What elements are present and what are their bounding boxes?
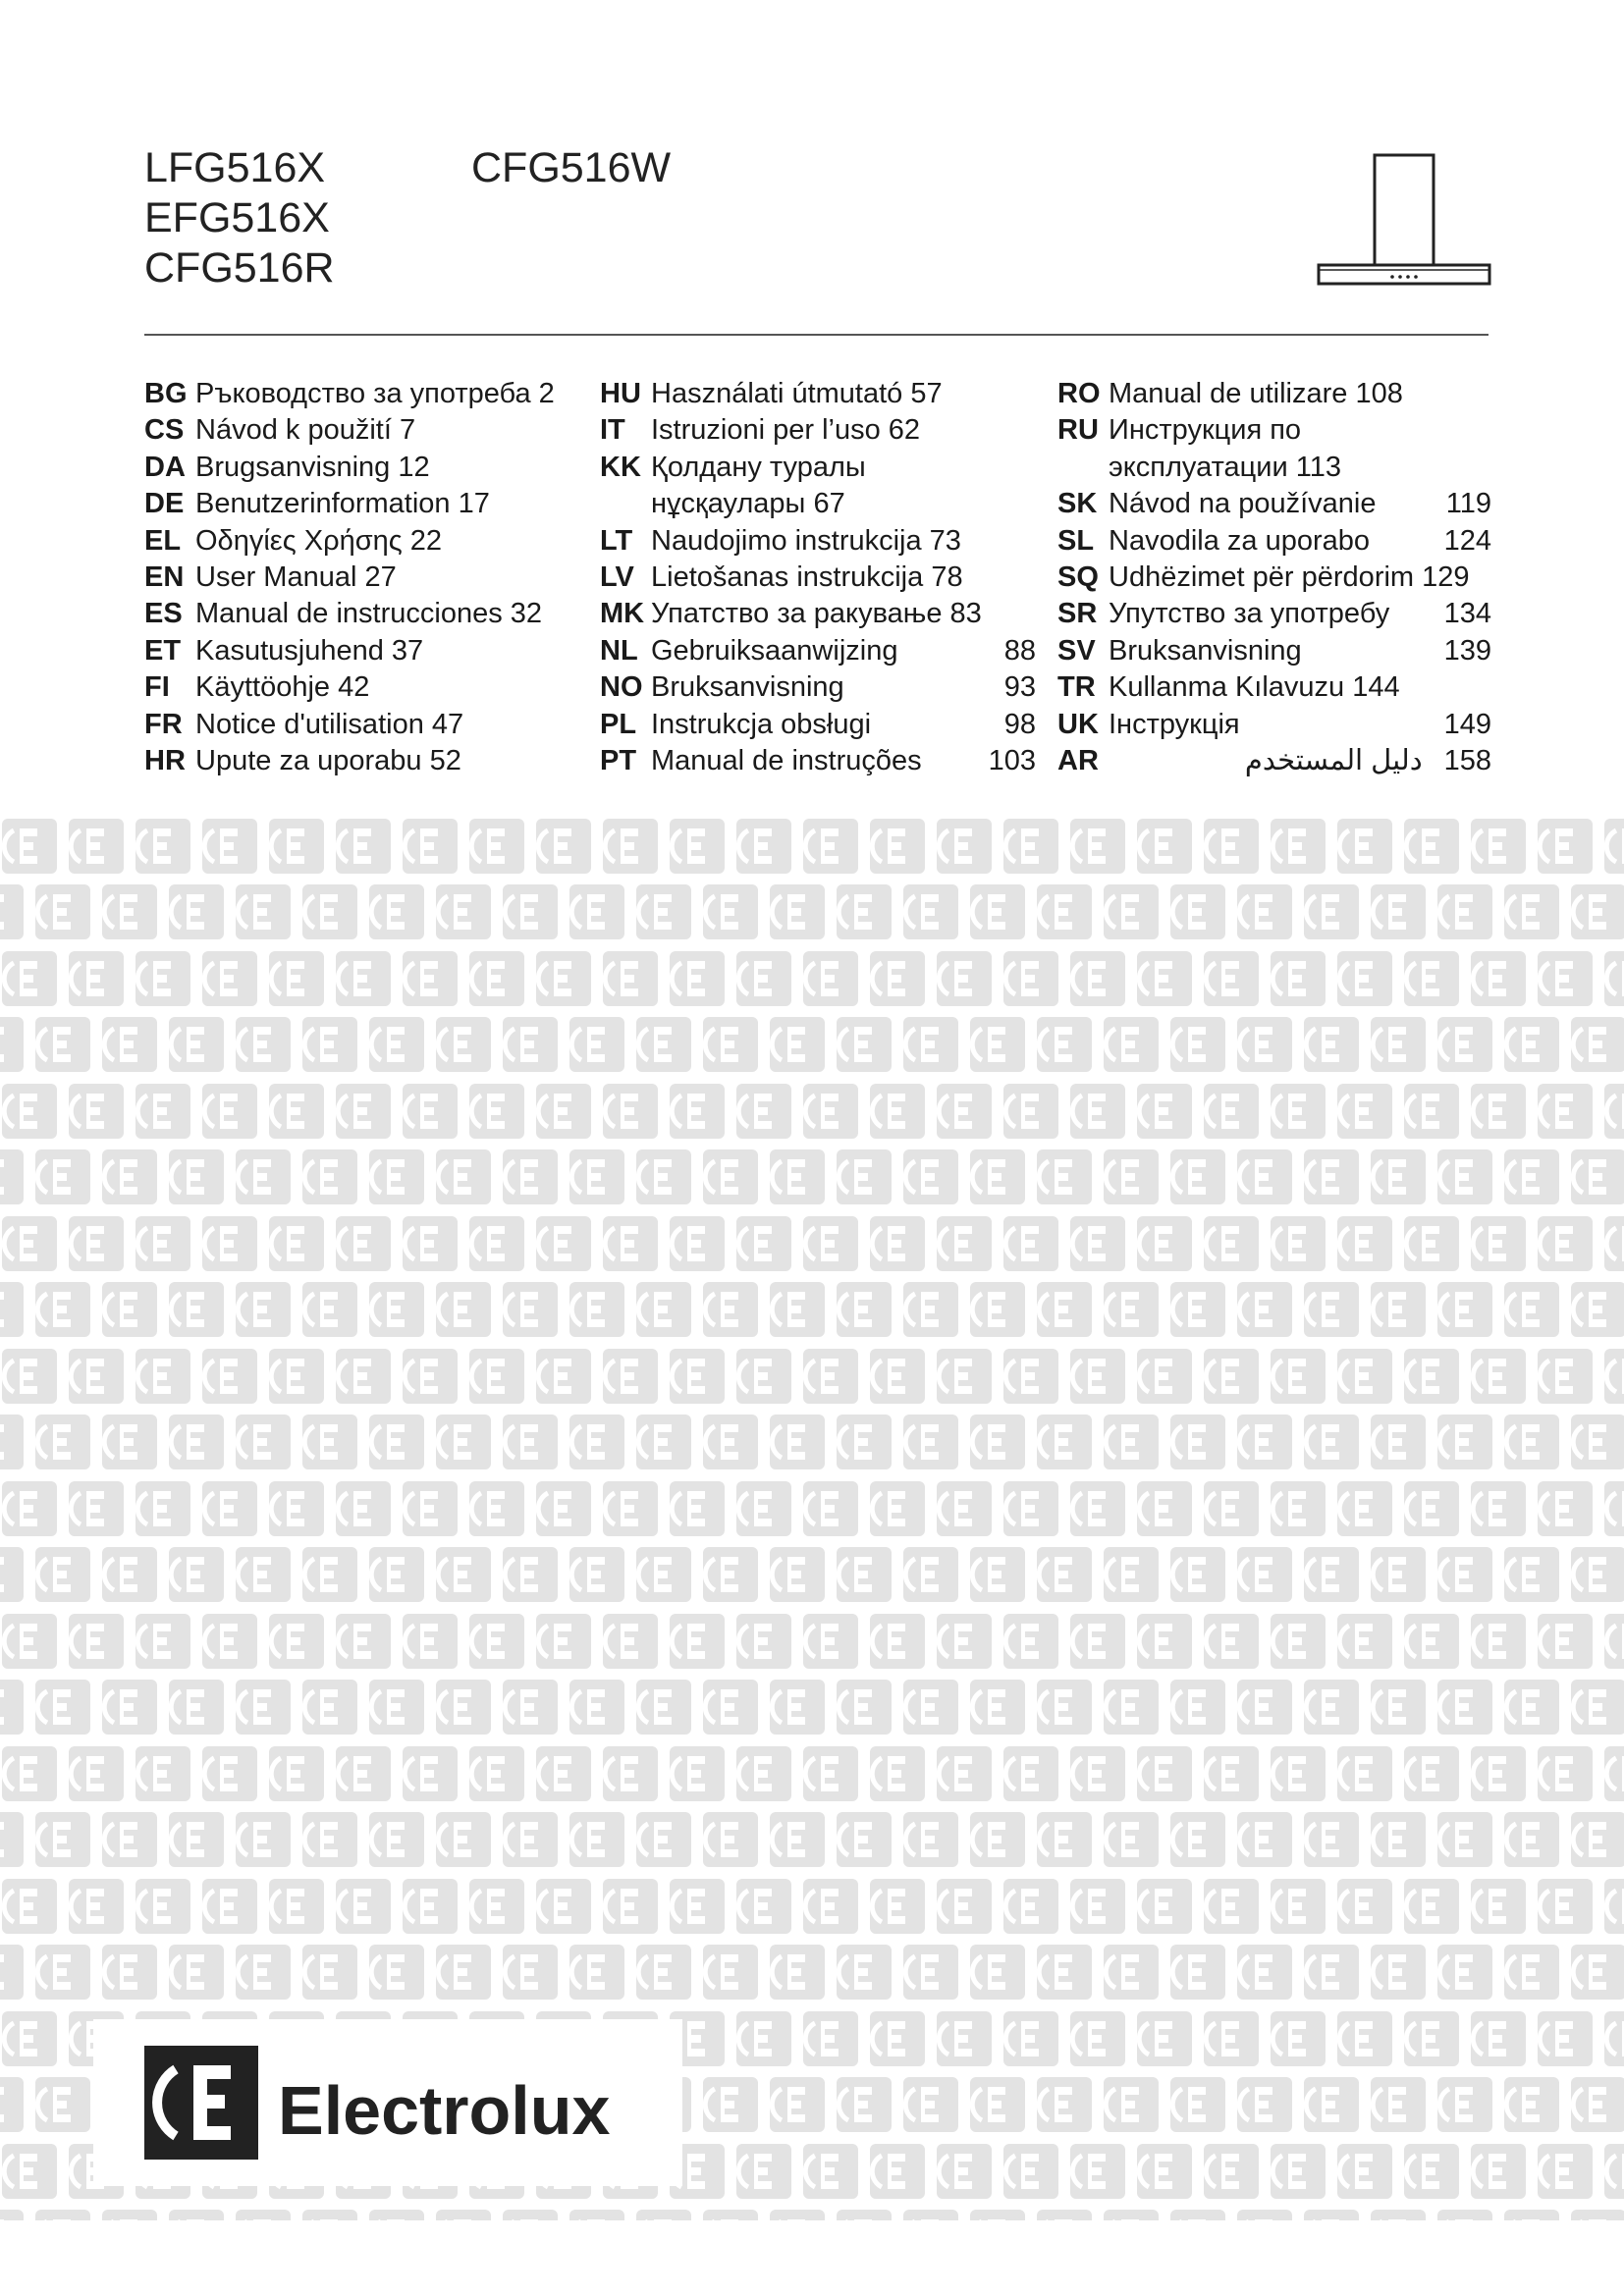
manual-entry: [1057, 412, 1491, 449]
brand-wordmark: Electrolux: [278, 2072, 611, 2149]
language-code: DA: [144, 451, 186, 483]
manual-title: Benutzerinformation 17: [195, 488, 490, 520]
language-code: HU: [600, 378, 641, 409]
language-code: EN: [144, 561, 185, 593]
manual-entry: [600, 633, 1036, 669]
manual-index-column-2: [600, 376, 1036, 779]
language-code: MK: [600, 598, 645, 630]
manual-entry: [144, 560, 576, 596]
manual-entry: [1057, 596, 1491, 632]
language-code: NO: [600, 671, 643, 704]
language-code: TR: [1057, 671, 1096, 704]
manual-entry: [144, 523, 576, 560]
manual-entry: [600, 669, 1036, 706]
manual-entry: [600, 707, 1036, 743]
manual-title: Bruksanvisning: [1109, 634, 1302, 667]
manual-entry: [1057, 376, 1491, 412]
language-code: DE: [144, 488, 185, 520]
manual-entry: [600, 450, 1036, 486]
page-number: 119: [1445, 488, 1491, 520]
language-code: SQ: [1057, 561, 1099, 593]
manual-title: Қолдану туралы: [651, 451, 866, 483]
manual-entry: [1057, 633, 1491, 669]
manual-entry: [1057, 486, 1491, 522]
cooker-hood-icon: [1316, 152, 1492, 290]
manual-entry: [600, 743, 1036, 779]
manual-title: Návod k použití 7: [195, 414, 416, 447]
manual-entry: [600, 560, 1036, 596]
manual-title: Návod na používanie: [1109, 488, 1377, 520]
manual-title: Udhëzimet për përdorim 129: [1109, 561, 1470, 593]
language-code: LV: [600, 561, 634, 593]
model-number: EFG516X: [144, 194, 330, 241]
manual-title: Notice d'utilisation 47: [195, 708, 464, 740]
manual-title: Упутство за употребу: [1109, 598, 1390, 630]
manual-entry: [144, 450, 576, 486]
manual-entry: [600, 523, 1036, 560]
manual-entry: [144, 743, 576, 779]
language-code: KK: [600, 451, 641, 483]
manual-entry: [600, 596, 1036, 632]
manual-title: Kullanma Kılavuzu 144: [1109, 671, 1400, 704]
manual-entry: [144, 376, 576, 412]
page-number: 149: [1443, 708, 1491, 740]
language-code: EL: [144, 524, 182, 557]
manual-title: Navodila za uporabo: [1109, 524, 1371, 557]
model-number: CFG516W: [471, 144, 672, 191]
page-number: 158: [1443, 744, 1491, 776]
language-code: NL: [600, 634, 638, 667]
manual-title: эксплуатации 113: [1109, 451, 1341, 483]
manual-index-column-1: [144, 376, 576, 779]
page-number: 134: [1443, 598, 1491, 630]
manual-title: Lietošanas instrukcija 78: [651, 561, 963, 593]
manual-title: Upute za uporabu 52: [195, 744, 461, 776]
manual-entry: [1057, 560, 1491, 596]
manual-title: Käyttöohje 42: [195, 671, 370, 704]
manual-entry: [144, 412, 576, 449]
manual-title: Инструкция по: [1109, 414, 1302, 447]
language-code: RO: [1057, 378, 1101, 409]
manual-entry: [144, 633, 576, 669]
page-number: 88: [1003, 634, 1036, 667]
manual-entry: [1057, 707, 1491, 743]
language-code: LT: [600, 524, 633, 557]
language-code: SL: [1057, 524, 1095, 557]
manual-title: Ръководство за употреба 2: [195, 378, 555, 409]
model-number: LFG516X: [144, 144, 326, 191]
manual-entry: [1057, 450, 1491, 486]
manual-entry: [1057, 743, 1491, 779]
manual-title: Manual de instruções: [651, 744, 922, 776]
manual-entry: [600, 376, 1036, 412]
page-number: 93: [1003, 671, 1036, 704]
logo-pattern-background: [0, 817, 1624, 2220]
manual-entry: [600, 486, 1036, 522]
manual-title: нұсқаулары 67: [651, 488, 845, 520]
page-number: 98: [1003, 708, 1036, 740]
manual-entry: [1057, 669, 1491, 706]
manual-entry: [144, 596, 576, 632]
language-code: PL: [600, 708, 637, 740]
manual-title: Manual de instrucciones 32: [195, 598, 543, 630]
manual-entry: [144, 486, 576, 522]
language-code: RU: [1057, 414, 1099, 447]
manual-entry: [600, 412, 1036, 449]
manual-title: Упатство за ракување 83: [651, 598, 982, 630]
manual-title: Bruksanvisning: [651, 671, 844, 704]
language-code: HR: [144, 744, 186, 776]
manual-title: دليل المستخدم: [1244, 744, 1423, 776]
manual-title: Інструкція: [1109, 708, 1240, 740]
manual-entry: [144, 707, 576, 743]
language-code: SK: [1057, 488, 1098, 520]
language-code: BG: [144, 378, 188, 409]
electrolux-logo-icon: [142, 2044, 653, 2171]
language-code: PT: [600, 744, 637, 776]
language-code: UK: [1057, 708, 1099, 740]
language-code: ES: [144, 598, 183, 630]
model-number: CFG516R: [144, 244, 335, 292]
manual-title: Manual de utilizare 108: [1109, 378, 1403, 409]
manual-title: Kasutusjuhend 37: [195, 634, 424, 667]
language-code: ET: [144, 634, 182, 667]
manual-index-column-3: [1057, 376, 1491, 779]
manual-title: Gebruiksaanwijzing: [651, 634, 898, 667]
language-code: SR: [1057, 598, 1098, 630]
manual-title: Brugsanvisning 12: [195, 451, 430, 483]
language-code: SV: [1057, 634, 1096, 667]
manual-title: Használati útmutató 57: [651, 378, 943, 409]
manual-title: Instrukcja obsługi: [651, 708, 872, 740]
language-code: AR: [1057, 744, 1099, 776]
language-code: CS: [144, 414, 185, 447]
manual-entry: [1057, 523, 1491, 560]
header-divider: [144, 334, 1489, 336]
page-number: 103: [988, 744, 1036, 776]
manual-title: Istruzioni per l’uso 62: [651, 414, 921, 447]
page-number: 139: [1443, 634, 1491, 667]
language-code: FR: [144, 708, 183, 740]
language-code: IT: [600, 414, 625, 447]
manual-title: User Manual 27: [195, 561, 397, 593]
language-code: FI: [144, 671, 170, 704]
page-number: 124: [1443, 524, 1491, 557]
manual-title: Οδηγίες Χρήσης 22: [195, 524, 443, 557]
manual-title: Naudojimo instrukcija 73: [651, 524, 961, 557]
model-list: [144, 143, 335, 294]
manual-entry: [144, 669, 576, 706]
